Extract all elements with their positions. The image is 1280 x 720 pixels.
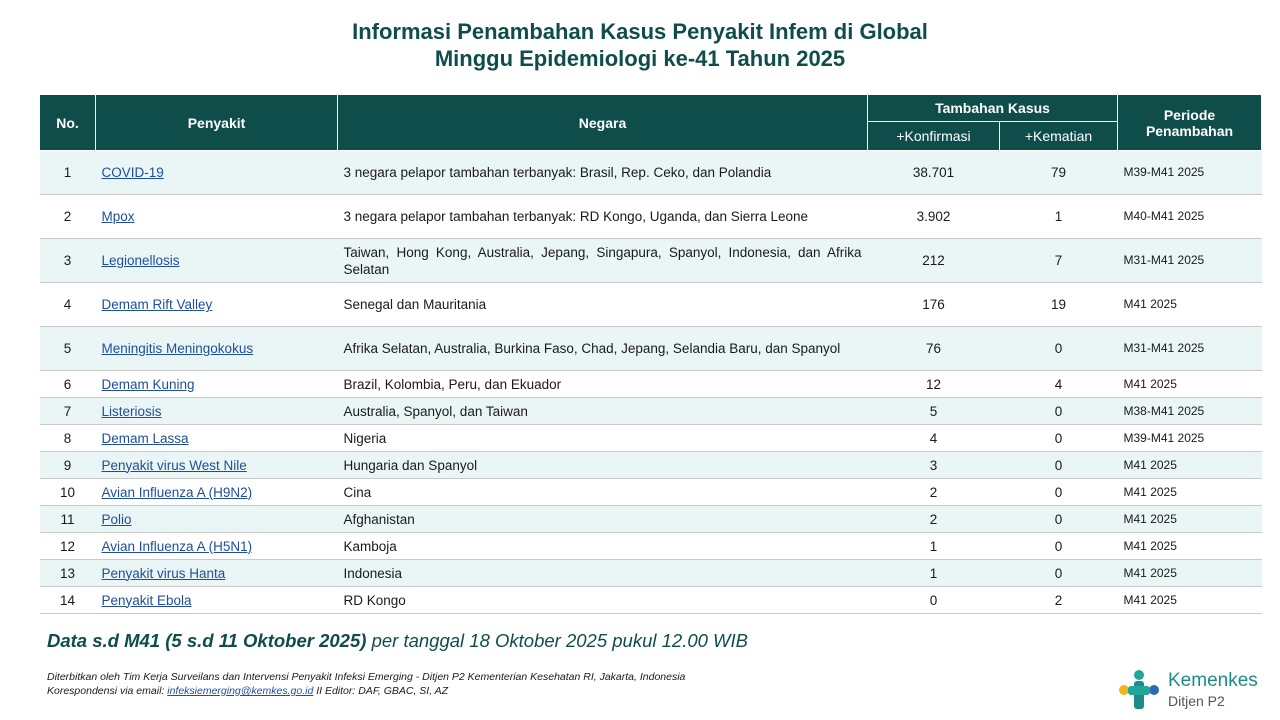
cell-no: 1 xyxy=(40,151,96,195)
cell-no: 5 xyxy=(40,327,96,371)
cell-no: 10 xyxy=(40,479,96,506)
table-row xyxy=(40,560,1262,587)
cell-no: 3 xyxy=(40,239,96,283)
cell-negara: Australia, Spanyol, dan Taiwan xyxy=(338,398,868,425)
kemenkes-logo xyxy=(1116,666,1276,714)
disease-link[interactable]: Meningitis Meningokokus xyxy=(101,341,254,356)
cell-kematian: 0 xyxy=(1000,327,1118,371)
logo-sub: Ditjen P2 xyxy=(1168,693,1225,709)
cell-periode: M41 2025 xyxy=(1118,560,1262,587)
cell-konfirmasi: 1 xyxy=(868,533,1000,560)
cell-konfirmasi: 12 xyxy=(868,371,1000,398)
header-no: No. xyxy=(40,95,96,151)
table-row xyxy=(40,283,1262,327)
table-row xyxy=(40,587,1262,614)
disease-link[interactable]: Listeriosis xyxy=(101,403,162,419)
cell-konfirmasi: 4 xyxy=(868,425,1000,452)
disease-link[interactable]: Demam Lassa xyxy=(101,430,189,446)
table-row xyxy=(40,479,1262,506)
cell-periode: M41 2025 xyxy=(1118,283,1262,327)
footer xyxy=(47,670,685,698)
cell-konfirmasi: 3.902 xyxy=(868,195,1000,239)
cell-periode: M41 2025 xyxy=(1118,452,1262,479)
cell-konfirmasi: 2 xyxy=(868,506,1000,533)
cell-negara: Cina xyxy=(338,479,868,506)
table-row xyxy=(40,398,1262,425)
cell-penyakit xyxy=(96,371,338,398)
table-row xyxy=(40,506,1262,533)
cell-kematian: 0 xyxy=(1000,425,1118,452)
disease-link[interactable]: Penyakit Ebola xyxy=(101,592,192,608)
cell-periode: M31-M41 2025 xyxy=(1118,239,1262,283)
cell-konfirmasi: 38.701 xyxy=(868,151,1000,195)
header-kematian: +Kematian xyxy=(1000,122,1118,151)
header-tambahan-kasus: Tambahan Kasus xyxy=(868,95,1118,122)
cell-negara: 3 negara pelapor tambahan terbanyak: Brasil, Rep. Ceko, dan Polandia xyxy=(338,151,868,195)
footer-publisher: Diterbitkan oleh Tim Kerja Surveilans dan Intervensi Penyakit Infeksi Emerging - Ditjen P2 Kementerian Kesehatan RI, Jakarta, Indonesia xyxy=(47,671,686,683)
cell-konfirmasi: 5 xyxy=(868,398,1000,425)
cell-kematian: 0 xyxy=(1000,533,1118,560)
cell-kematian: 19 xyxy=(1000,283,1118,327)
disease-link[interactable]: Penyakit virus West Nile xyxy=(101,457,247,473)
cell-kematian: 2 xyxy=(1000,587,1118,614)
cell-penyakit xyxy=(96,239,338,283)
cell-no: 9 xyxy=(40,452,96,479)
cell-konfirmasi: 76 xyxy=(868,327,1000,371)
data-note-bold: Data s.d M41 (5 s.d 11 Oktober 2025) xyxy=(47,630,367,651)
cell-no: 4 xyxy=(40,283,96,327)
header-konfirmasi: +Konfirmasi xyxy=(868,122,1000,151)
cell-no: 6 xyxy=(40,371,96,398)
cell-no: 11 xyxy=(40,506,96,533)
table-row xyxy=(40,239,1262,283)
cell-penyakit xyxy=(96,327,338,371)
cell-negara: Brazil, Kolombia, Peru, dan Ekuador xyxy=(338,371,868,398)
disease-link[interactable]: Legionellosis xyxy=(101,253,180,268)
cell-periode: M31-M41 2025 xyxy=(1118,327,1262,371)
cell-periode: M39-M41 2025 xyxy=(1118,151,1262,195)
disease-link[interactable]: Demam Kuning xyxy=(101,376,195,392)
logo-dot-yellow xyxy=(1119,685,1129,695)
table-row xyxy=(40,371,1262,398)
cell-penyakit xyxy=(96,283,338,327)
logo-cross-horizontal xyxy=(1128,686,1150,695)
cell-no: 14 xyxy=(40,587,96,614)
cell-periode: M38-M41 2025 xyxy=(1118,398,1262,425)
cell-penyakit xyxy=(96,587,338,614)
table-row xyxy=(40,327,1262,371)
header-penyakit: Penyakit xyxy=(96,95,338,151)
logo-dot-blue xyxy=(1149,685,1159,695)
cell-kematian: 79 xyxy=(1000,151,1118,195)
cell-kematian: 0 xyxy=(1000,398,1118,425)
cell-negara: Afrika Selatan, Australia, Burkina Faso, Chad, Jepang, Selandia Baru, dan Spanyol xyxy=(338,327,868,371)
disease-link[interactable]: Avian Influenza A (H9N2) xyxy=(101,484,253,500)
cell-konfirmasi: 0 xyxy=(868,587,1000,614)
data-note-rest: per tanggal 18 Oktober 2025 pukul 12.00 WIB xyxy=(366,630,748,651)
cell-kematian: 0 xyxy=(1000,560,1118,587)
cell-konfirmasi: 1 xyxy=(868,560,1000,587)
title-line-2: Minggu Epidemiologi ke-41 Tahun 2025 xyxy=(434,46,846,71)
cell-negara: Taiwan, Hong Kong, Australia, Jepang, Singapura, Spanyol, Indonesia, dan Afrika Selatan xyxy=(338,239,868,283)
cell-periode: M41 2025 xyxy=(1118,506,1262,533)
disease-link[interactable]: Avian Influenza A (H5N1) xyxy=(101,538,253,554)
disease-table xyxy=(39,94,1262,614)
cell-penyakit xyxy=(96,479,338,506)
logo-dot-teal xyxy=(1134,670,1144,680)
cell-penyakit xyxy=(96,452,338,479)
cell-negara: RD Kongo xyxy=(338,587,868,614)
table-row xyxy=(40,533,1262,560)
footer-editor: II Editor: DAF, GBAC, SI, AZ xyxy=(313,685,449,697)
cell-negara: Kamboja xyxy=(338,533,868,560)
cell-negara: Hungaria dan Spanyol xyxy=(338,452,868,479)
title-line-1: Informasi Penambahan Kasus Penyakit Infem di Global xyxy=(352,19,928,44)
cell-periode: M40-M41 2025 xyxy=(1118,195,1262,239)
cell-no: 7 xyxy=(40,398,96,425)
cell-penyakit xyxy=(96,151,338,195)
cell-penyakit xyxy=(96,195,338,239)
disease-link[interactable]: COVID-19 xyxy=(101,165,164,180)
table-row xyxy=(40,452,1262,479)
cell-kematian: 4 xyxy=(1000,371,1118,398)
footer-correspondence xyxy=(47,684,685,698)
cell-no: 12 xyxy=(40,533,96,560)
cell-penyakit xyxy=(96,560,338,587)
cell-no: 13 xyxy=(40,560,96,587)
cell-kematian: 7 xyxy=(1000,239,1118,283)
table-row xyxy=(40,151,1262,195)
cell-penyakit xyxy=(96,533,338,560)
cell-no: 8 xyxy=(40,425,96,452)
cell-penyakit xyxy=(96,398,338,425)
header-periode: Periode Penambahan xyxy=(1118,95,1262,151)
data-note xyxy=(47,630,748,652)
table-row xyxy=(40,425,1262,452)
email-link[interactable]: infeksiemerging@kemkes.go.id xyxy=(167,685,314,697)
cell-periode: M41 2025 xyxy=(1118,533,1262,560)
cell-konfirmasi: 3 xyxy=(868,452,1000,479)
cell-periode: M39-M41 2025 xyxy=(1118,425,1262,452)
cell-kematian: 1 xyxy=(1000,195,1118,239)
cell-negara: 3 negara pelapor tambahan terbanyak: RD Kongo, Uganda, dan Sierra Leone xyxy=(338,195,868,239)
cell-konfirmasi: 2 xyxy=(868,479,1000,506)
cell-negara: Indonesia xyxy=(338,560,868,587)
cell-penyakit xyxy=(96,506,338,533)
cell-negara: Afghanistan xyxy=(338,506,868,533)
disease-link[interactable]: Polio xyxy=(101,511,132,527)
disease-link[interactable]: Penyakit virus Hanta xyxy=(101,565,226,581)
kemenkes-logo-icon xyxy=(1116,667,1162,713)
logo-name: Kemenkes xyxy=(1168,670,1258,691)
cell-konfirmasi: 176 xyxy=(868,283,1000,327)
cell-negara: Senegal dan Mauritania xyxy=(338,283,868,327)
disease-link[interactable]: Demam Rift Valley xyxy=(101,297,213,312)
cell-penyakit xyxy=(96,425,338,452)
cell-kematian: 0 xyxy=(1000,479,1118,506)
table-row xyxy=(40,195,1262,239)
cell-negara: Nigeria xyxy=(338,425,868,452)
header-negara: Negara xyxy=(338,95,868,151)
cell-kematian: 0 xyxy=(1000,452,1118,479)
page-title xyxy=(0,18,1280,72)
cell-kematian: 0 xyxy=(1000,506,1118,533)
cell-periode: M41 2025 xyxy=(1118,587,1262,614)
footer-correspondence-prefix: Korespondensi via email: xyxy=(47,685,168,697)
cell-konfirmasi: 212 xyxy=(868,239,1000,283)
cell-periode: M41 2025 xyxy=(1118,371,1262,398)
cell-no: 2 xyxy=(40,195,96,239)
disease-link[interactable]: Mpox xyxy=(101,209,135,224)
cell-periode: M41 2025 xyxy=(1118,479,1262,506)
